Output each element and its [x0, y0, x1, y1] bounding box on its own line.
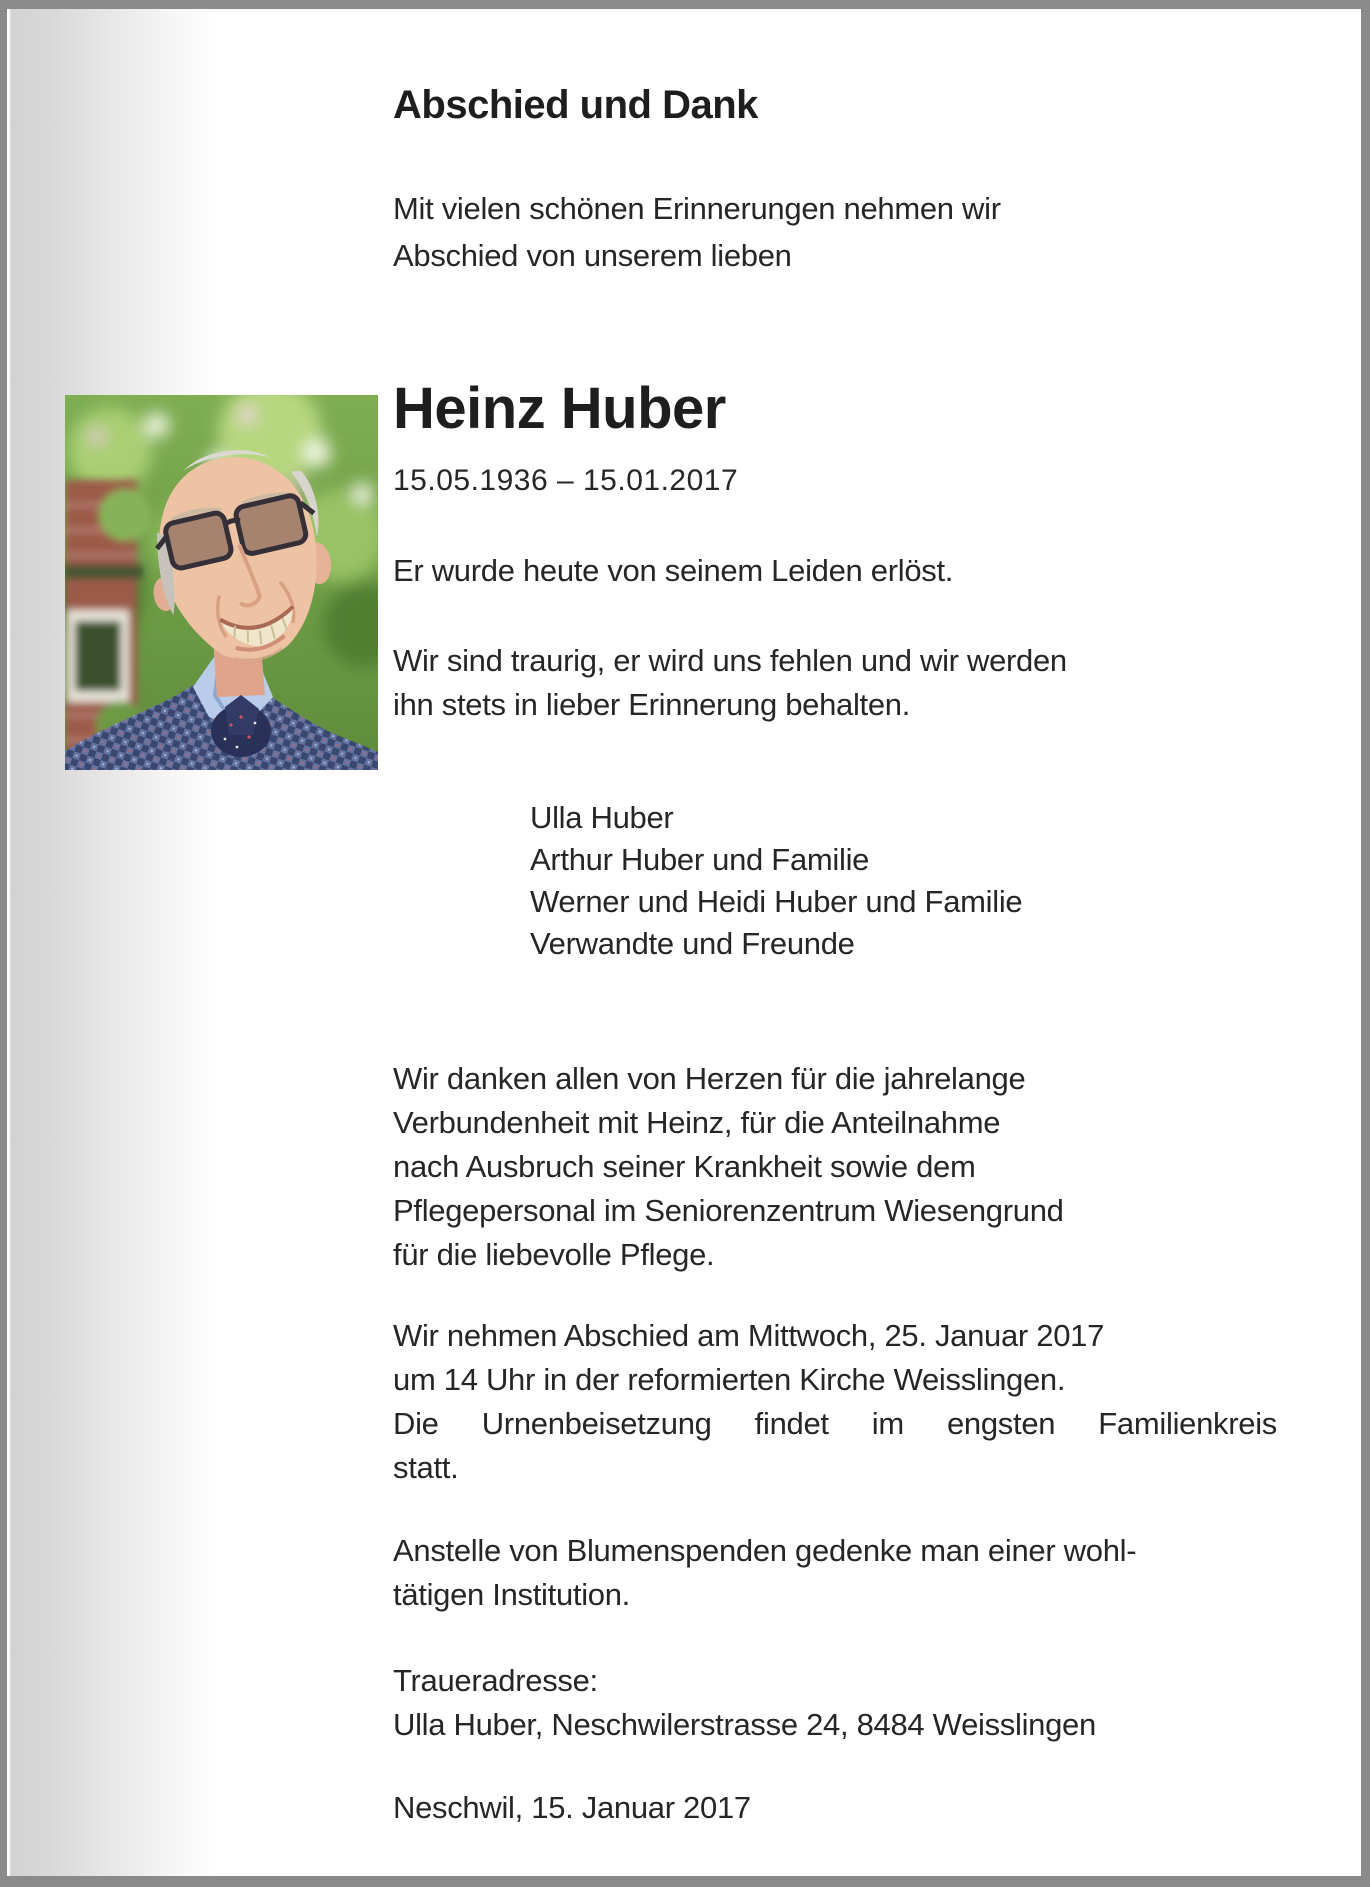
text-line: tätigen Institution. [393, 1577, 630, 1612]
text-line: Die Urnenbeisetzung findet im engsten Familienkreis [393, 1406, 1277, 1441]
text-line: ihn stets in lieber Erinnerung behalten. [393, 687, 911, 722]
text-line: Wir sind traurig, er wird uns fehlen und wir werden [393, 643, 1067, 678]
place-date-line: Neschwil, 15. Januar 2017 [393, 1790, 751, 1825]
text-line: Anstelle von Blumenspenden gedenke man einer wohl- [393, 1533, 1137, 1568]
text-line: Verbundenheit mit Heinz, für die Anteilnahme [393, 1105, 1001, 1140]
text-line: für die liebevolle Pflege. [393, 1237, 715, 1272]
mourner-name: Verwandte und Freunde [530, 926, 855, 961]
portrait-photo [65, 395, 378, 770]
text-line: um 14 Uhr in der reformierten Kirche Weisslingen. [393, 1362, 1066, 1397]
mourner-name: Arthur Huber und Familie [530, 842, 870, 877]
mourners-list [530, 797, 1022, 965]
text-line: statt. [393, 1450, 459, 1485]
deceased-name: Heinz Huber [393, 376, 726, 441]
donation-paragraph [393, 1529, 1136, 1617]
farewell-paragraph [393, 1314, 1277, 1490]
text-line: Abschied von unserem lieben [393, 238, 792, 273]
text-line: Wir danken allen von Herzen für die jahrelange [393, 1061, 1026, 1096]
text-line: Wir nehmen Abschied am Mittwoch, 25. Januar 2017 [393, 1318, 1105, 1353]
mourner-name: Ulla Huber [530, 800, 674, 835]
page-title: Abschied und Dank [393, 83, 758, 127]
portrait-photo-illustration [65, 395, 378, 770]
text-line: Mit vielen schönen Erinnerungen nehmen wir [393, 191, 1001, 226]
sorrow-paragraph [393, 639, 1067, 727]
thanks-paragraph [393, 1057, 1064, 1277]
intro-paragraph [393, 185, 1001, 279]
address-value: Ulla Huber, Neschwilerstrasse 24, 8484 Weisslingen [393, 1707, 1096, 1742]
mourner-name: Werner und Heidi Huber und Familie [530, 884, 1023, 919]
obituary-page [7, 9, 1361, 1876]
text-line: nach Ausbruch seiner Krankheit sowie dem [393, 1149, 976, 1184]
life-dates: 15.05.1936 – 15.01.2017 [393, 464, 739, 497]
address-label: Traueradresse: [393, 1663, 598, 1698]
release-line: Er wurde heute von seinem Leiden erlöst. [393, 553, 954, 588]
text-line: Pflegepersonal im Seniorenzentrum Wiesengrund [393, 1193, 1064, 1228]
mourning-address [393, 1659, 1096, 1747]
